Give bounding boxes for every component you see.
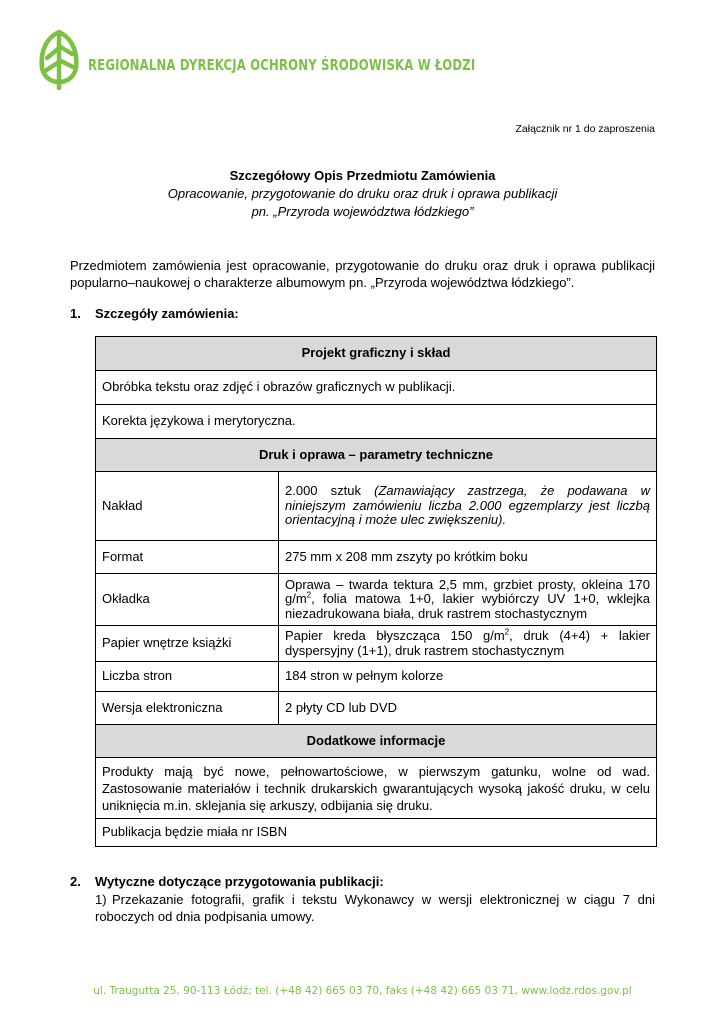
- paper-text-a: Papier kreda błyszcząca 150 g/m: [285, 628, 505, 643]
- row-isbn: Publikacja będzie miała nr ISBN: [96, 819, 657, 847]
- row-graphics-processing: Obróbka tekstu oraz zdjęć i obrazów graficznych w publikacji.: [96, 371, 657, 405]
- table-header-print: Druk i oprawa – parametry techniczne: [96, 439, 657, 472]
- paper-text-b: , druk (4+4) + lakier dyspersyjny (1+1), druk rastrem stochastycznym: [285, 628, 650, 658]
- annex-label: Załącznik nr 1 do zaproszenia: [515, 123, 655, 135]
- organization-name: REGIONALNA DYREKCJA OCHRONY ŚRODOWISKA W ŁODZI: [88, 56, 476, 74]
- table-row: [96, 405, 657, 439]
- section-title: Szczegóły zamówienia:: [95, 306, 239, 321]
- label-cover: Okładka: [96, 574, 279, 626]
- table-row: [96, 758, 657, 819]
- table-header-info: Dodatkowe informacje: [96, 725, 657, 758]
- specification-table: [95, 336, 657, 847]
- naklad-amount: 2.000 sztuk: [285, 483, 362, 499]
- label-format: Format: [96, 541, 279, 574]
- label-digital: Wersja elektroniczna: [96, 692, 279, 725]
- section-number: 1.: [70, 306, 81, 321]
- label-naklad: Nakład: [96, 472, 279, 541]
- list-number: 1): [95, 892, 107, 907]
- table-row: [96, 439, 657, 472]
- title-publication-name: pn. „Przyroda województwa łódzkiego”: [251, 204, 474, 219]
- value-digital: 2 płyty CD lub DVD: [279, 692, 657, 725]
- value-pages: 184 stron w pełnym kolorze: [279, 662, 657, 692]
- cover-text-a: Oprawa – twarda tektura 2,5 mm, grzbiet prosty, okleina 170 g/m: [285, 576, 650, 607]
- guideline-item-1: [95, 891, 655, 925]
- label-paper: Papier wnętrze książki: [96, 626, 279, 662]
- value-cover: [279, 574, 657, 626]
- value-format: 275 mm x 208 mm zszyty po krótkim boku: [279, 541, 657, 574]
- paper-unit-sup: 2: [504, 627, 510, 637]
- cover-unit-sup: 2: [306, 590, 312, 600]
- naklad-note: (Zamawiający zastrzega, że podawana w niniejszym zamówieniu liczba 2.000 egzemplarzy jest liczbą orientacyjną i może ulec zwiększeniu).: [285, 483, 650, 528]
- section-2-heading: [70, 874, 384, 889]
- intro-paragraph: Przedmiotem zamówienia jest opracowanie, przygotowanie do druku oraz druk i oprawa publikacji popularno–naukowej o charakterze albumowym pn. „Przyroda województwa łódzkiego”.: [70, 258, 655, 290]
- table-row: [96, 371, 657, 405]
- table-row: [96, 541, 657, 574]
- leaf-icon: [34, 24, 84, 90]
- table-row: [96, 662, 657, 692]
- section-1-heading: [70, 306, 239, 321]
- table-row: [96, 819, 657, 847]
- title-main: Szczegółowy Opis Przedmiotu Zamówienia: [229, 168, 496, 183]
- value-naklad: [279, 472, 657, 541]
- list-text: Przekazanie fotografii, grafik i tekstu Wykonawcy w wersji elektronicznej w ciągu 7 dni roboczych od dnia podpisania umowy.: [95, 892, 655, 924]
- document-title: [70, 167, 655, 221]
- section-title: Wytyczne dotyczące przygotowania publikacji:: [95, 874, 384, 889]
- table-row: [96, 626, 657, 662]
- section-number: 2.: [70, 874, 81, 889]
- cover-text-b: , folia matowa 1+0, lakier wybiórczy UV 1+0, wklejka niezadrukowana biała, druk rastrem stochastycznym: [285, 591, 650, 621]
- row-products-info: Produkty mają być nowe, pełnowartościowe, w pierwszym gatunku, wolne od wad. Zastosowanie materiałów i technik drukarskich gwarantujących wysoką jakość druku, w celu uniknięcia m.in. sklejania się arkuszy, odbijania się druku.: [96, 758, 657, 819]
- table-row: [96, 692, 657, 725]
- label-pages: Liczba stron: [96, 662, 279, 692]
- title-subtitle: Opracowanie, przygotowanie do druku oraz druk i oprawa publikacji: [167, 186, 558, 201]
- footer-address: ul. Traugutta 25, 90-113 Łódź; tel. (+48 42) 665 03 70, faks (+48 42) 665 03 71, www.lodz.rdos.gov.pl: [93, 985, 632, 997]
- value-paper: [279, 626, 657, 662]
- row-proofreading: Korekta językowa i merytoryczna.: [96, 405, 657, 439]
- table-row: [96, 472, 657, 541]
- table-row: [96, 574, 657, 626]
- table-header-graphics: Projekt graficzny i skład: [96, 337, 657, 371]
- table-row: [96, 337, 657, 371]
- table-row: [96, 725, 657, 758]
